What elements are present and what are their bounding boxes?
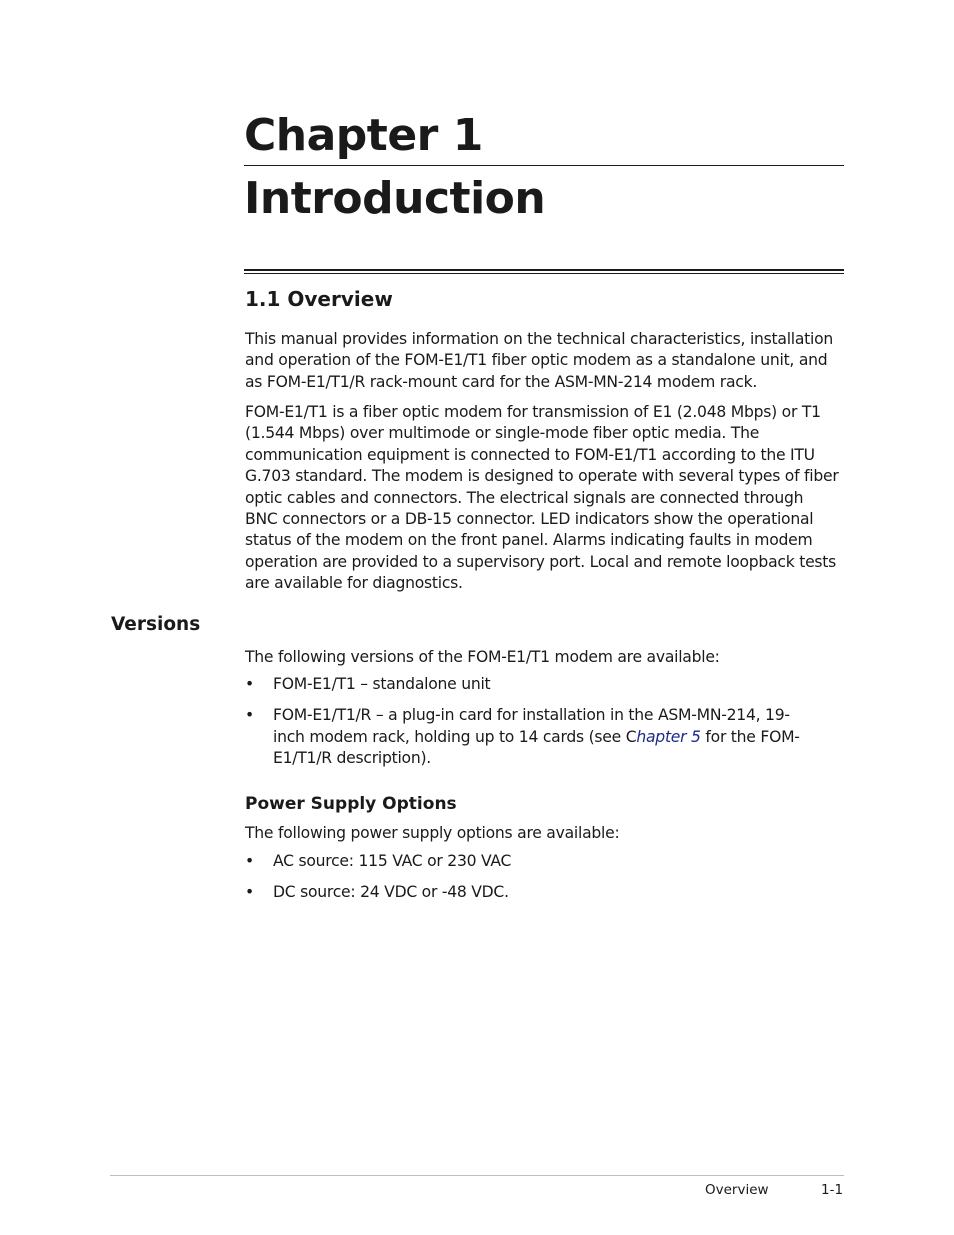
- bullet-icon: •: [245, 675, 254, 693]
- footer-divider: [110, 1175, 844, 1176]
- versions-list: [245, 674, 815, 780]
- chapter-title: Introduction: [244, 173, 546, 224]
- list-item: [245, 705, 815, 769]
- versions-heading: Versions: [111, 614, 201, 635]
- power-item-dc: DC source: 24 VDC or -48 VDC.: [273, 883, 509, 902]
- footer-page-number: 1-1: [821, 1182, 844, 1198]
- versions-intro: The following versions of the FOM-E1/T1 modem are available:: [245, 648, 720, 666]
- overview-paragraph-2: FOM-E1/T1 is a fiber optic modem for transmission of E1 (2.048 Mbps) or T1 (1.544 Mbps) over multimode or single-mode fiber optic media. The communication equipment is connected to FOM-E1/T1 according to the ITU G.703 standard. The modem is designed to operate with several types of fiber optic cables and connectors. The electrical signals are connected through BNC connectors or a DB-15 connector. LED indicators show the operational status of the modem on the front panel. Alarms indicating faults in modem operation are provided to a supervisory port. Local and remote loopback tests are available for diagnostics.: [245, 403, 839, 593]
- overview-paragraph-1: This manual provides information on the technical characteristics, installation and operation of the FOM-E1/T1 fiber optic modem as a standalone unit, and as FOM-E1/T1/R rack-mount card for the ASM-MN-214 modem rack.: [245, 330, 834, 391]
- power-supply-list: [245, 851, 815, 914]
- section-divider: [244, 269, 844, 274]
- power-supply-heading: Power Supply Options: [245, 794, 457, 814]
- bullet-icon: •: [245, 852, 254, 870]
- list-item: [245, 882, 815, 903]
- chapter-label: Chapter 1: [244, 110, 483, 161]
- power-item-ac: AC source: 115 VAC or 230 VAC: [273, 852, 512, 870]
- bullet-icon: •: [245, 706, 254, 725]
- section-heading-overview: 1.1 Overview: [245, 287, 393, 311]
- chapter-5-link[interactable]: hapter 5: [636, 727, 701, 746]
- versions-item-rack-text-end: for the FOM-E1/T1/R description).: [273, 727, 800, 768]
- versions-item-standalone: FOM-E1/T1 – standalone unit: [273, 675, 491, 693]
- list-item: [245, 851, 815, 872]
- power-supply-intro: The following power supply options are available:: [245, 824, 620, 842]
- versions-item-rack-text: FOM-E1/T1/R – a plug-in card for installation in the ASM-MN-214, 19-inch modem rack, holding up to 14 cards (see C: [273, 706, 790, 746]
- bullet-icon: •: [245, 883, 254, 902]
- chapter-divider: [244, 165, 844, 166]
- footer-section-name: Overview: [705, 1182, 769, 1198]
- list-item: [245, 674, 815, 695]
